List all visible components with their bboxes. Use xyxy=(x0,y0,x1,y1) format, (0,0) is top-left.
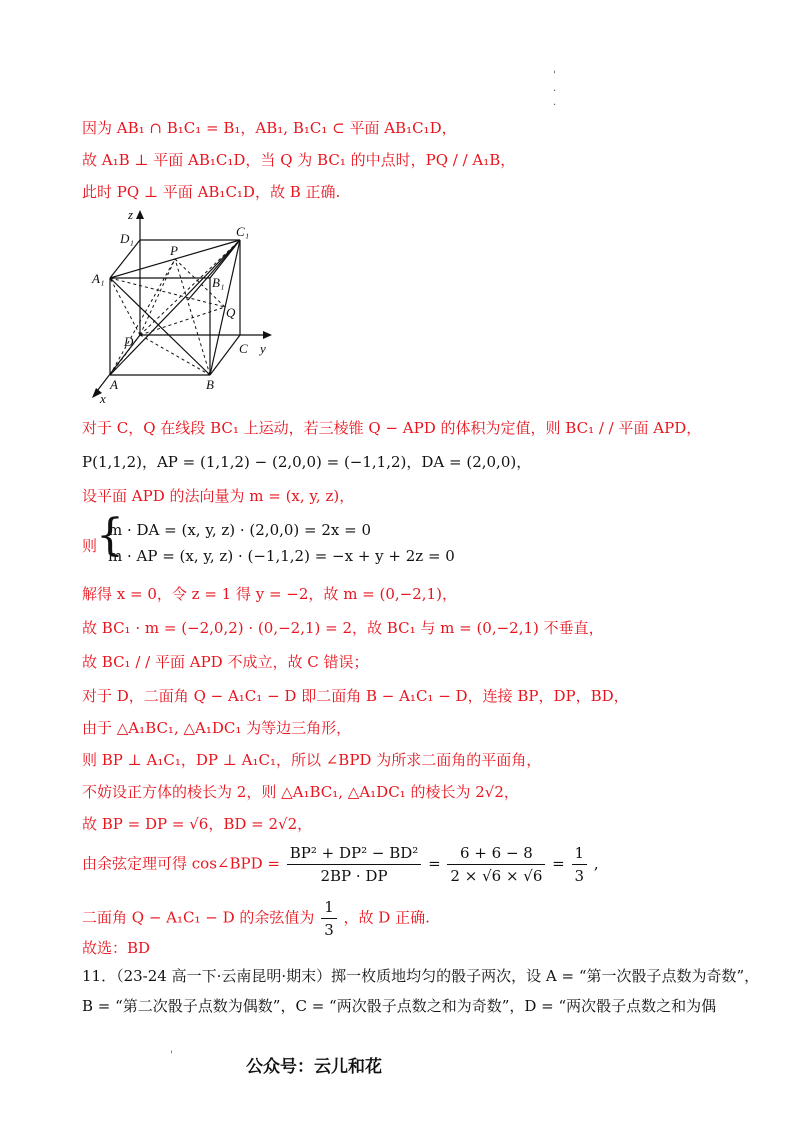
label-x: x xyxy=(100,391,106,405)
fraction-4-den: 3 xyxy=(324,921,334,939)
label-D: D xyxy=(124,334,134,349)
cosine-formula: 由余弦定理可得 cos∠BPD = $\frac{\text{BP² + DP² − BD²}}{2BP \cdot DP}$ = $\frac{6 + 6 - 8}{2 \times √6 \times √6}$ = $\frac{1}{3}$ , xyxy=(82,844,599,885)
text-line: P(1,1,2)，AP = (1,1,2) − (2,0,0) = (−1,1,2)，DA = (2,0,0)， xyxy=(82,453,532,471)
cosine-prefix: 由余弦定理可得 cos∠BPD = xyxy=(82,854,280,873)
question-line: B = “第二次骰子点数为偶数”，C = “两次骰子点数之和为奇数”，D = “两次骰子点数之和为偶 xyxy=(82,997,717,1015)
question-line: 11．（23-24 高一下·云南昆明·期末）掷一枚质地均匀的骰子两次，设 A = “第一次骰子点数为奇数”， xyxy=(82,967,760,985)
fraction-3 xyxy=(572,842,588,887)
footer-wechat: 公众号：云儿和花 xyxy=(246,1057,382,1077)
text-line: 则 BP ⊥ A₁C₁，DP ⊥ A₁C₁，所以 ∠BPD 为所求二面角的平面角， xyxy=(82,751,542,769)
fraction-2-num: 6 + 6 − 8 xyxy=(447,842,545,865)
fraction-1 xyxy=(287,842,422,887)
cube-figure xyxy=(88,205,288,405)
text-line: 对于 C，Q 在线段 BC₁ 上运动，若三棱锥 Q − APD 的体积为定值，则 BC₁ / / 平面 APD， xyxy=(82,419,702,437)
label-B1: B₁ xyxy=(212,275,225,290)
dihedral-result xyxy=(82,896,430,941)
system-eq-2: m · AP = (x, y, z) · (−1,1,2) = −x + y + 2z = 0 xyxy=(108,547,455,565)
dashed-DQ xyxy=(140,307,225,335)
dihedral-suffix: ，故 D 正确. xyxy=(343,908,430,927)
text-line: 故 BC₁ / / 平面 APD 不成立，故 C 错误； xyxy=(82,653,369,671)
label-A1: A₁ xyxy=(92,271,105,286)
edge-AC1 xyxy=(110,240,240,375)
system-label: 则 xyxy=(82,537,98,555)
label-B: B xyxy=(206,377,214,392)
y-arrow xyxy=(263,331,272,339)
stray-mark: ' xyxy=(553,70,556,81)
text-line: 故 A₁B ⊥ 平面 AB₁C₁D，当 Q 为 BC₁ 的中点时，PQ / / A₁B， xyxy=(82,151,516,169)
dashed-A1Q xyxy=(110,278,225,307)
label-C1: C₁ xyxy=(236,224,250,239)
stray-mark: ' xyxy=(170,1050,173,1061)
label-C: C xyxy=(239,341,248,356)
system-eq-1: m · DA = (x, y, z) · (2,0,0) = 2x = 0 xyxy=(108,521,372,539)
fraction-3-den: 3 xyxy=(574,867,585,885)
label-y: y xyxy=(260,341,266,356)
fraction-3-num: 1 xyxy=(572,842,588,865)
label-A: A xyxy=(110,377,118,392)
label-D1: D₁ xyxy=(120,231,134,246)
dashed-DA1 xyxy=(110,278,140,335)
fraction-4 xyxy=(321,896,337,941)
text-line: 解得 x = 0，令 z = 1 得 y = −2，故 m = (0,−2,1)， xyxy=(82,585,457,603)
stray-mark: · xyxy=(553,86,557,97)
fraction-2-den: 2 × √6 × √6 xyxy=(450,867,543,885)
label-Q: Q xyxy=(226,305,236,320)
fraction-4-num: 1 xyxy=(321,896,337,919)
text-line: 故 BP = DP = √6，BD = 2√2， xyxy=(82,815,313,833)
text-line: 不妨设正方体的棱长为 2，则 △A₁BC₁, △A₁DC₁ 的棱长为 2√2， xyxy=(82,783,519,801)
text-line: 设平面 APD 的法向量为 m = (x, y, z)， xyxy=(82,487,355,505)
edge-C1-mid xyxy=(188,240,240,300)
fraction-1-num: BP² + DP² − BD² xyxy=(287,842,422,865)
text-line: 对于 D，二面角 Q − A₁C₁ − D 即二面角 B − A₁C₁ − D，连接 BP，DP，BD， xyxy=(82,687,629,705)
label-P: P xyxy=(170,243,178,258)
text-line: 此时 PQ ⊥ 平面 AB₁C₁D，故 B 正确. xyxy=(82,183,341,201)
text-line: 由于 △A₁BC₁, △A₁DC₁ 为等边三角形， xyxy=(82,719,352,737)
z-arrow xyxy=(136,210,144,219)
system-brace: { xyxy=(96,510,124,561)
fraction-1-den: 2BP · DP xyxy=(320,867,388,885)
fraction-2 xyxy=(447,842,545,887)
dihedral-prefix: 二面角 Q − A₁C₁ − D 的余弦值为 xyxy=(82,908,315,927)
answer-line: 故选：BD xyxy=(82,939,151,957)
text-line: 故 BC₁ · m = (−2,0,2) · (0,−2,1) = 2，故 BC₁ 与 m = (0,−2,1) 不垂直， xyxy=(82,619,604,637)
label-z: z xyxy=(128,207,134,222)
stray-mark: · xyxy=(553,100,557,111)
text-line: 因为 AB₁ ∩ B₁C₁ = B₁，AB₁, B₁C₁ ⊂ 平面 AB₁C₁D， xyxy=(82,119,457,137)
